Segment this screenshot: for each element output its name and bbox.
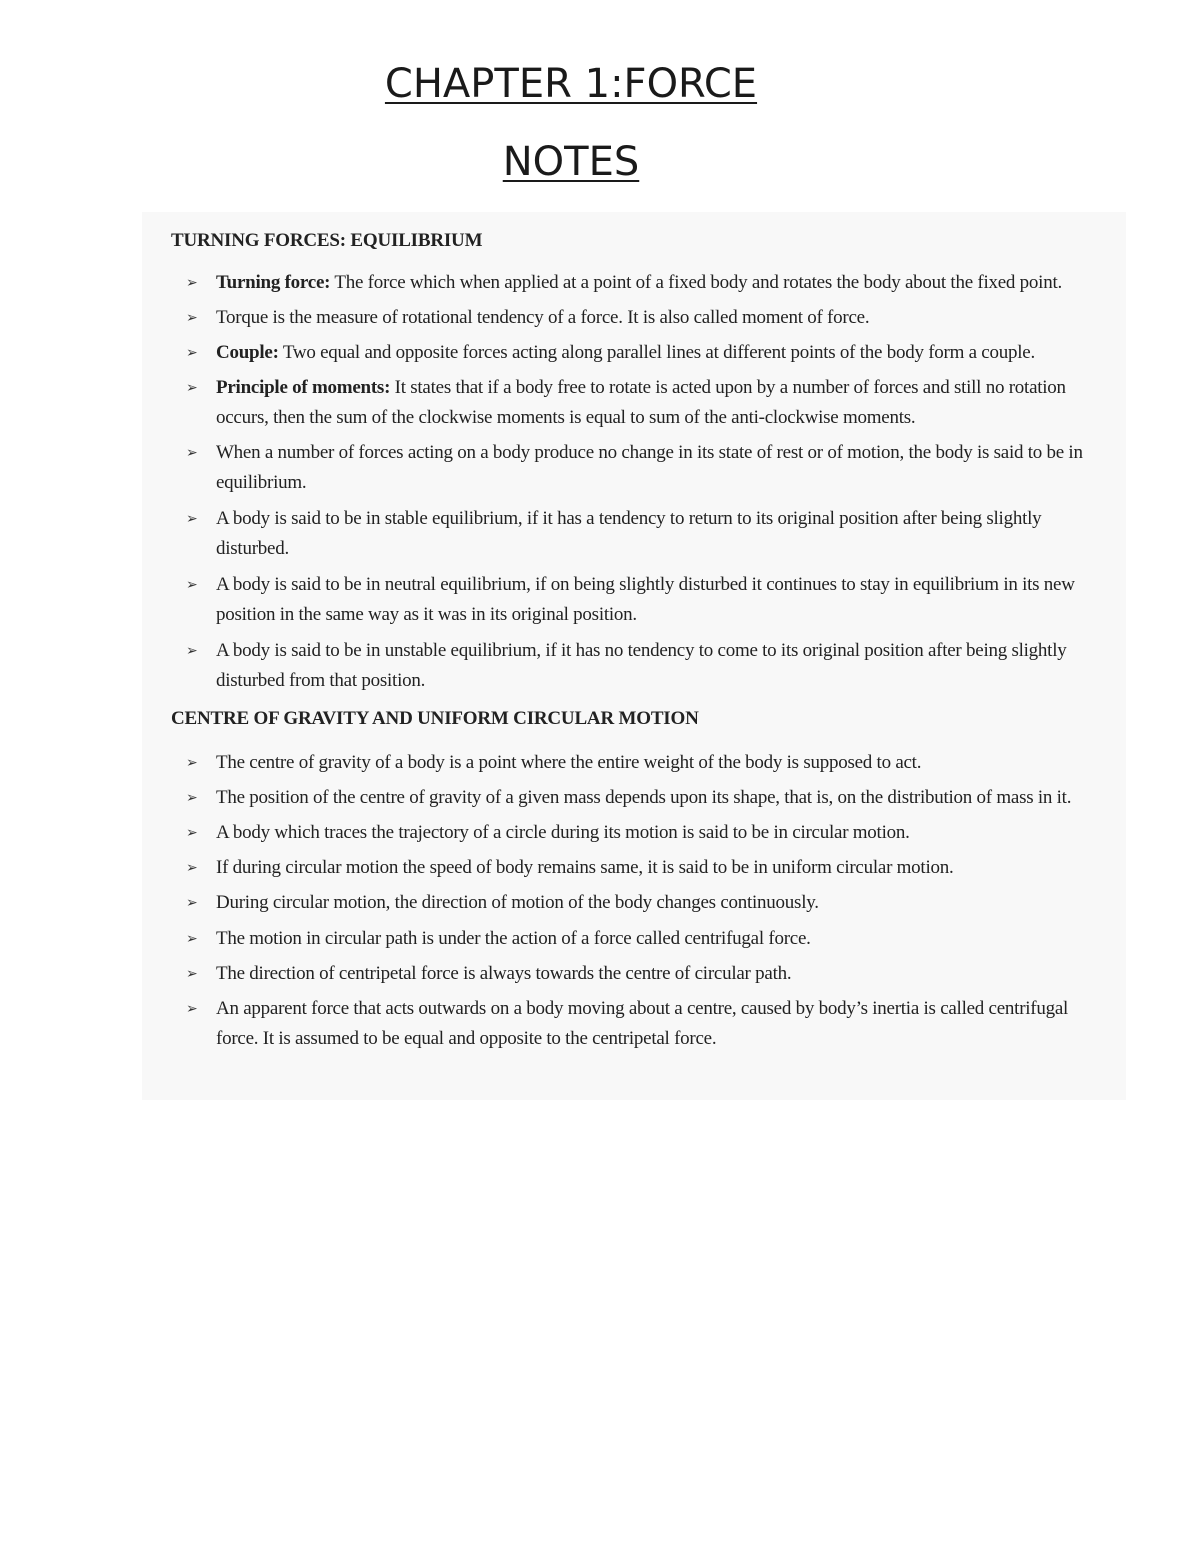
list-item-text: It states that if a body free to rotate is acted upon by a number of forces and still no rotation occurs, then the sum of the clockwise moments is equal to sum of the anti-clockwise moments.	[216, 377, 1066, 428]
list-item	[142, 853, 1126, 883]
arrowhead-bullet-icon: ➢	[186, 445, 198, 461]
list-item-text: A body is said to be in neutral equilibrium, if on being slightly disturbed it continues to stay in equilibrium in its new position in the same way as it was in its original position.	[216, 574, 1075, 625]
section-heading-centre-of-gravity: CENTRE OF GRAVITY AND UNIFORM CIRCULAR MOTION	[171, 708, 699, 729]
list-item-text: A body is said to be in unstable equilibrium, if it has no tendency to come to its original position after being slightly disturbed from that position.	[216, 640, 1067, 691]
list-item-term: Principle of moments:	[216, 377, 391, 398]
list-item	[142, 570, 1126, 630]
list-item-text: Torque is the measure of rotational tendency of a force. It is also called moment of force.	[216, 307, 870, 328]
list-item	[142, 504, 1126, 564]
chapter-title-text: CHAPTER 1:FORCE	[384, 61, 758, 107]
arrowhead-bullet-icon: ➢	[186, 275, 198, 291]
list-item	[142, 783, 1126, 813]
list-item	[142, 338, 1126, 368]
list-item-text: The position of the centre of gravity of a given mass depends upon its shape, that is, on the distribution of mass in it.	[216, 787, 1072, 808]
arrowhead-bullet-icon: ➢	[186, 860, 198, 876]
arrowhead-bullet-icon: ➢	[186, 1001, 198, 1017]
list-item-term: Couple:	[216, 342, 279, 363]
list-item-text: If during circular motion the speed of body remains same, it is said to be in uniform circular motion.	[216, 857, 954, 878]
arrowhead-bullet-icon: ➢	[186, 643, 198, 659]
list-item-text: A body which traces the trajectory of a circle during its motion is said to be in circular motion.	[216, 822, 910, 843]
list-item-text: When a number of forces acting on a body produce no change in its state of rest or of motion, the body is said to be in equilibrium.	[216, 442, 1083, 493]
list-item-text: During circular motion, the direction of motion of the body changes continuously.	[216, 892, 819, 913]
list-item	[142, 373, 1126, 433]
turning-forces-list	[142, 268, 1126, 696]
arrowhead-bullet-icon: ➢	[186, 345, 198, 361]
list-item-text: An apparent force that acts outwards on a body moving about a centre, caused by body’s inertia is called centrifugal force. It is assumed to be equal and opposite to the centripetal force.	[216, 998, 1069, 1049]
list-item-text: The force which when applied at a point of a fixed body and rotates the body about the fixed point.	[330, 272, 1062, 293]
centre-of-gravity-list	[142, 748, 1126, 1054]
list-item-text: A body is said to be in stable equilibrium, if it has a tendency to return to its original position after being slightly disturbed.	[216, 508, 1042, 559]
arrowhead-bullet-icon: ➢	[186, 895, 198, 911]
scanned-notes-block	[142, 212, 1126, 1100]
arrowhead-bullet-icon: ➢	[186, 380, 198, 396]
arrowhead-bullet-icon: ➢	[186, 931, 198, 947]
notes-title-text: NOTES	[502, 139, 640, 185]
list-item-text: The direction of centripetal force is always towards the centre of circular path.	[216, 963, 792, 984]
list-item-term: Turning force:	[216, 272, 331, 293]
list-item	[142, 636, 1126, 696]
list-item	[142, 268, 1126, 298]
arrowhead-bullet-icon: ➢	[186, 966, 198, 982]
list-item	[142, 959, 1126, 989]
arrowhead-bullet-icon: ➢	[186, 511, 198, 527]
list-item	[142, 994, 1126, 1054]
arrowhead-bullet-icon: ➢	[186, 755, 198, 771]
arrowhead-bullet-icon: ➢	[186, 310, 198, 326]
list-item	[142, 303, 1126, 333]
list-item	[142, 888, 1126, 918]
notes-title	[0, 140, 1142, 184]
arrowhead-bullet-icon: ➢	[186, 790, 198, 806]
arrowhead-bullet-icon: ➢	[186, 825, 198, 841]
list-item-text: The motion in circular path is under the action of a force called centrifugal force.	[216, 928, 811, 949]
list-item	[142, 924, 1126, 954]
arrowhead-bullet-icon: ➢	[186, 577, 198, 593]
list-item-text: The centre of gravity of a body is a point where the entire weight of the body is supposed to act.	[216, 752, 922, 773]
chapter-title	[0, 62, 1142, 106]
list-item	[142, 438, 1126, 498]
section-heading-turning-forces: TURNING FORCES: EQUILIBRIUM	[171, 230, 483, 251]
list-item-text: Two equal and opposite forces acting along parallel lines at different points of the body form a couple.	[278, 342, 1035, 363]
list-item	[142, 818, 1126, 848]
list-item	[142, 748, 1126, 778]
